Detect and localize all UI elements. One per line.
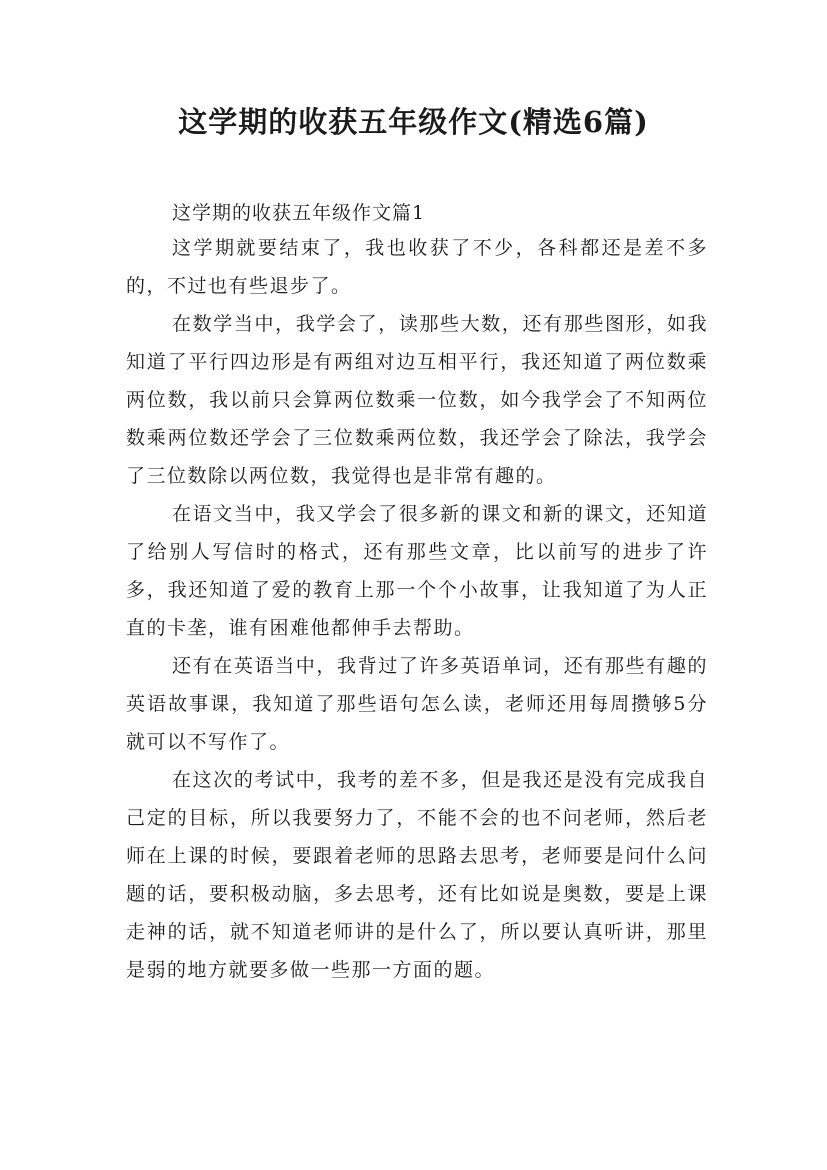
section-heading: 这学期的收获五年级作文篇1 [172, 202, 426, 224]
paragraph-english: 还有在英语当中，我背过了许多英语单词，还有那些有趣的英语故事课，我知道了那些语句怎么读，老师还用每周攒够5分就可以不写作了。 [126, 655, 708, 753]
paragraph-exam: 在这次的考试中，我考的差不多，但是我还是没有完成我自己定的目标，所以我要努力了，不能不会的也不问老师，然后老师在上课的时候，要跟着老师的思路去思考，老师要是问什么问题的话，要积极动脑，多去思考，还有比如说是奥数，要是上课走神的话，就不知道老师讲的是什么了，所以要认真听讲，那里是弱的地方就要多做一些那一方面的题。 [126, 769, 708, 981]
paragraph-math: 在数学当中，我学会了，读那些大数，还有那些图形，如我知道了平行四边形是有两组对边互相平行，我还知道了两位数乘两位数，我以前只会算两位数乘一位数，如今我学会了不知两位数乘两位数还学会了三位数乘两位数，我还学会了除法，我学会了三位数除以两位数，我觉得也是非常有趣的。 [126, 313, 708, 487]
paragraph-chinese: 在语文当中，我又学会了很多新的课文和新的课文，还知道了给别人写信时的格式，还有那些文章，比以前写的进步了许多，我还知道了爱的教育上那一个个小故事，让我知道了为人正直的卡垄，谁有困难他都伸手去帮助。 [126, 503, 708, 639]
paragraph-intro: 这学期就要结束了，我也收获了不少，各科都还是差不多的，不过也有些退步了。 [126, 237, 708, 297]
article-body [126, 197, 708, 989]
document-title: 这学期的收获五年级作文(精选6篇) [178, 105, 649, 139]
